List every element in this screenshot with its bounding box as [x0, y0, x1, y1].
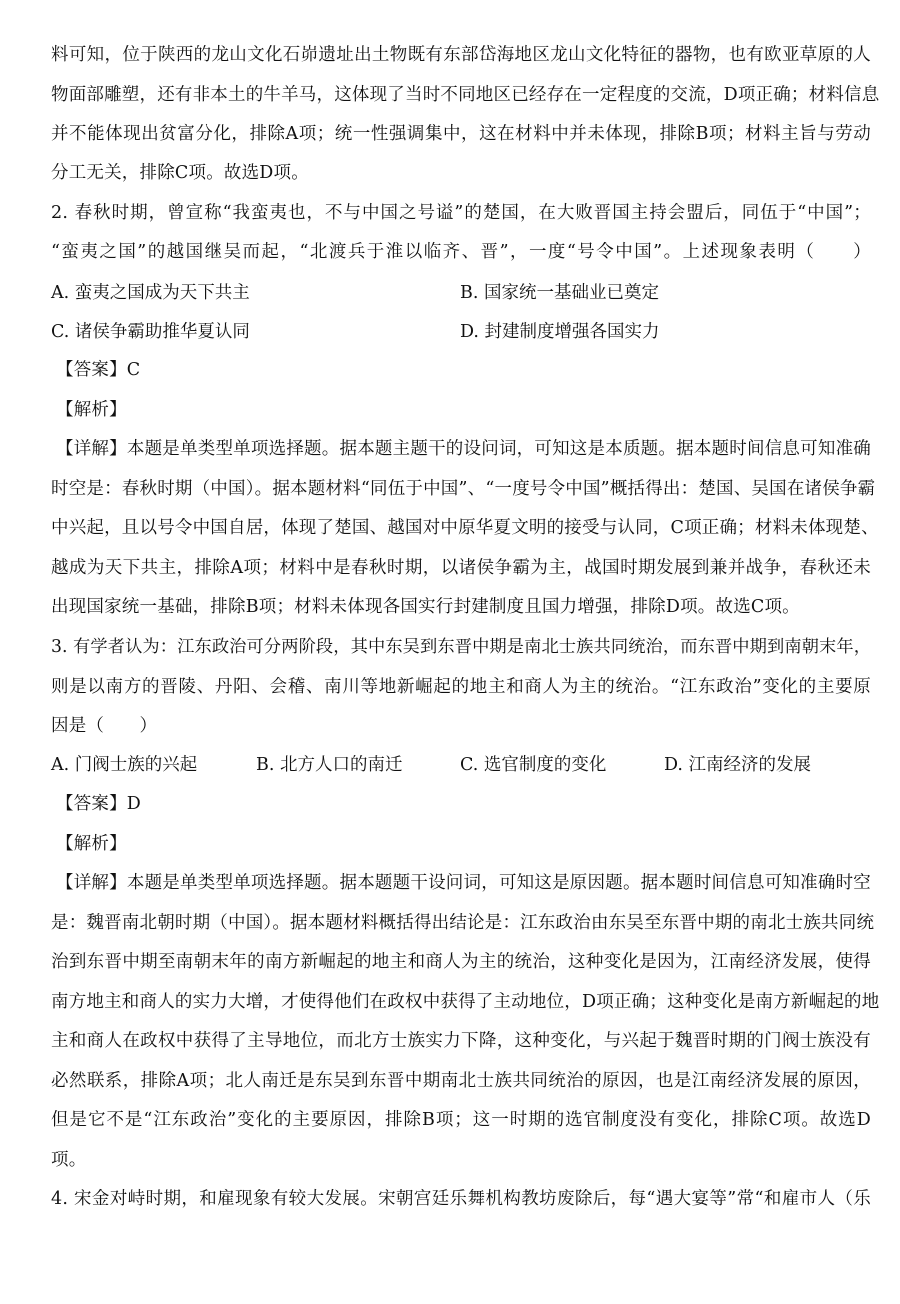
- q2-stem-line: 2. 春秋时期，曾宣称“我蛮夷也，不与中国之号谥”的楚国，在大败晋国主持会盟后，同伍于“中国”；: [51, 203, 871, 223]
- q3-option-a: A. 门阀士族的兴起: [51, 755, 198, 775]
- q2-option-a: A. 蛮夷之国成为天下共主: [51, 283, 250, 303]
- q3-answer: 【答案】D: [56, 794, 142, 814]
- q2-detail-line: 越成为天下共主，排除A项；材料中是春秋时期，以诸侯争霸为主，战国时期发展到兼并战争，春秋还未: [51, 558, 871, 578]
- q2-option-c: C. 诸侯争霸助推华夏认同: [51, 322, 250, 342]
- q2-stem-line: “蛮夷之国”的越国继吴而起，“北渡兵于淮以临齐、晋”，一度“号令中国”。上述现象表明（ ）: [51, 242, 871, 262]
- q3-stem-line: 3. 有学者认为：江东政治可分两阶段，其中东吴到东晋中期是南北士族共同统治，而东晋中期到南朝末年，: [51, 637, 871, 657]
- q3-detail-line: 是：魏晋南北朝时期（中国）。据本题材料概括得出结论是：江东政治由东吴至东晋中期的南北士族共同统: [51, 913, 875, 933]
- q2-detail-line: 【详解】本题是单类型单项选择题。据本题主题干的设问词，可知这是本质题。据本题时间信息可知准确: [56, 439, 871, 459]
- q3-detail-line: 必然联系，排除A项；北人南迁是东吴到东晋中期南北士族共同统治的原因，也是江南经济发展的原因，: [51, 1071, 871, 1091]
- q1-text-line: 并不能体现出贫富分化，排除A项；统一性强调集中，这在材料中并未体现，排除B项；材料主旨与劳动: [51, 124, 871, 144]
- q2-analysis-label: 【解析】: [56, 400, 127, 420]
- q2-answer: 【答案】C: [56, 360, 141, 380]
- q3-detail-line: 但是它不是“江东政治”变化的主要原因，排除B项；这一时期的选官制度没有变化，排除C项。故选D: [51, 1110, 871, 1130]
- q3-option-c: C. 选官制度的变化: [460, 755, 607, 775]
- q3-option-b: B. 北方人口的南迁: [256, 755, 403, 775]
- q2-option-b: B. 国家统一基础业已奠定: [460, 283, 659, 303]
- q1-text-line: 料可知，位于陕西的龙山文化石峁遗址出土物既有东部岱海地区龙山文化特征的器物，也有欧亚草原的人: [51, 45, 871, 65]
- q2-detail-line: 时空是：春秋时期（中国）。据本题材料“同伍于中国”、“一度号令中国”概括得出：楚国、吴国在诸侯争霸: [51, 479, 876, 499]
- q3-stem-line: 则是以南方的晋陵、丹阳、会稽、南川等地新崛起的地主和商人为主的统治。“江东政治”变化的主要原: [51, 677, 871, 697]
- q3-option-d: D. 江南经济的发展: [664, 755, 812, 775]
- q1-text-line: 物面部雕塑，还有非本土的牛羊马，这体现了当时不同地区已经存在一定程度的交流，D项正确；材料信息: [51, 85, 880, 105]
- q3-detail-line: 主和商人在政权中获得了主导地位，而北方士族实力下降，这种变化，与兴起于魏晋时期的门阀士族没有: [51, 1031, 871, 1051]
- q3-analysis-label: 【解析】: [56, 834, 127, 854]
- q1-text-line: 分工无关，排除C项。故选D项。: [51, 163, 309, 183]
- q2-detail-line: 出现国家统一基础，排除B项；材料未体现各国实行封建制度且国力增强，排除D项。故选C项。: [51, 597, 800, 617]
- q4-stem-line: 4. 宋金对峙时期，和雇现象有较大发展。宋朝宫廷乐舞机构教坊废除后，每“遇大宴等”常“和雇市人（乐: [51, 1189, 871, 1209]
- q2-option-d: D. 封建制度增强各国实力: [460, 322, 660, 342]
- q3-stem-line: 因是（ ）: [51, 716, 158, 736]
- q3-detail-line: 项。: [51, 1150, 87, 1170]
- q3-detail-line: 【详解】本题是单类型单项选择题。据本题题干设问词，可知这是原因题。据本题时间信息可知准确时空: [56, 873, 871, 893]
- q3-detail-line: 南方地主和商人的实力大增，才使得他们在政权中获得了主动地位，D项正确；这种变化是南方新崛起的地: [51, 992, 880, 1012]
- q2-detail-line: 中兴起，且以号令中国自居，体现了楚国、越国对中原华夏文明的接受与认同，C项正确；材料未体现楚、: [51, 518, 879, 538]
- q3-detail-line: 治到东晋中期至南朝末年的南方新崛起的地主和商人为主的统治，这种变化是因为，江南经济发展，使得: [51, 952, 871, 972]
